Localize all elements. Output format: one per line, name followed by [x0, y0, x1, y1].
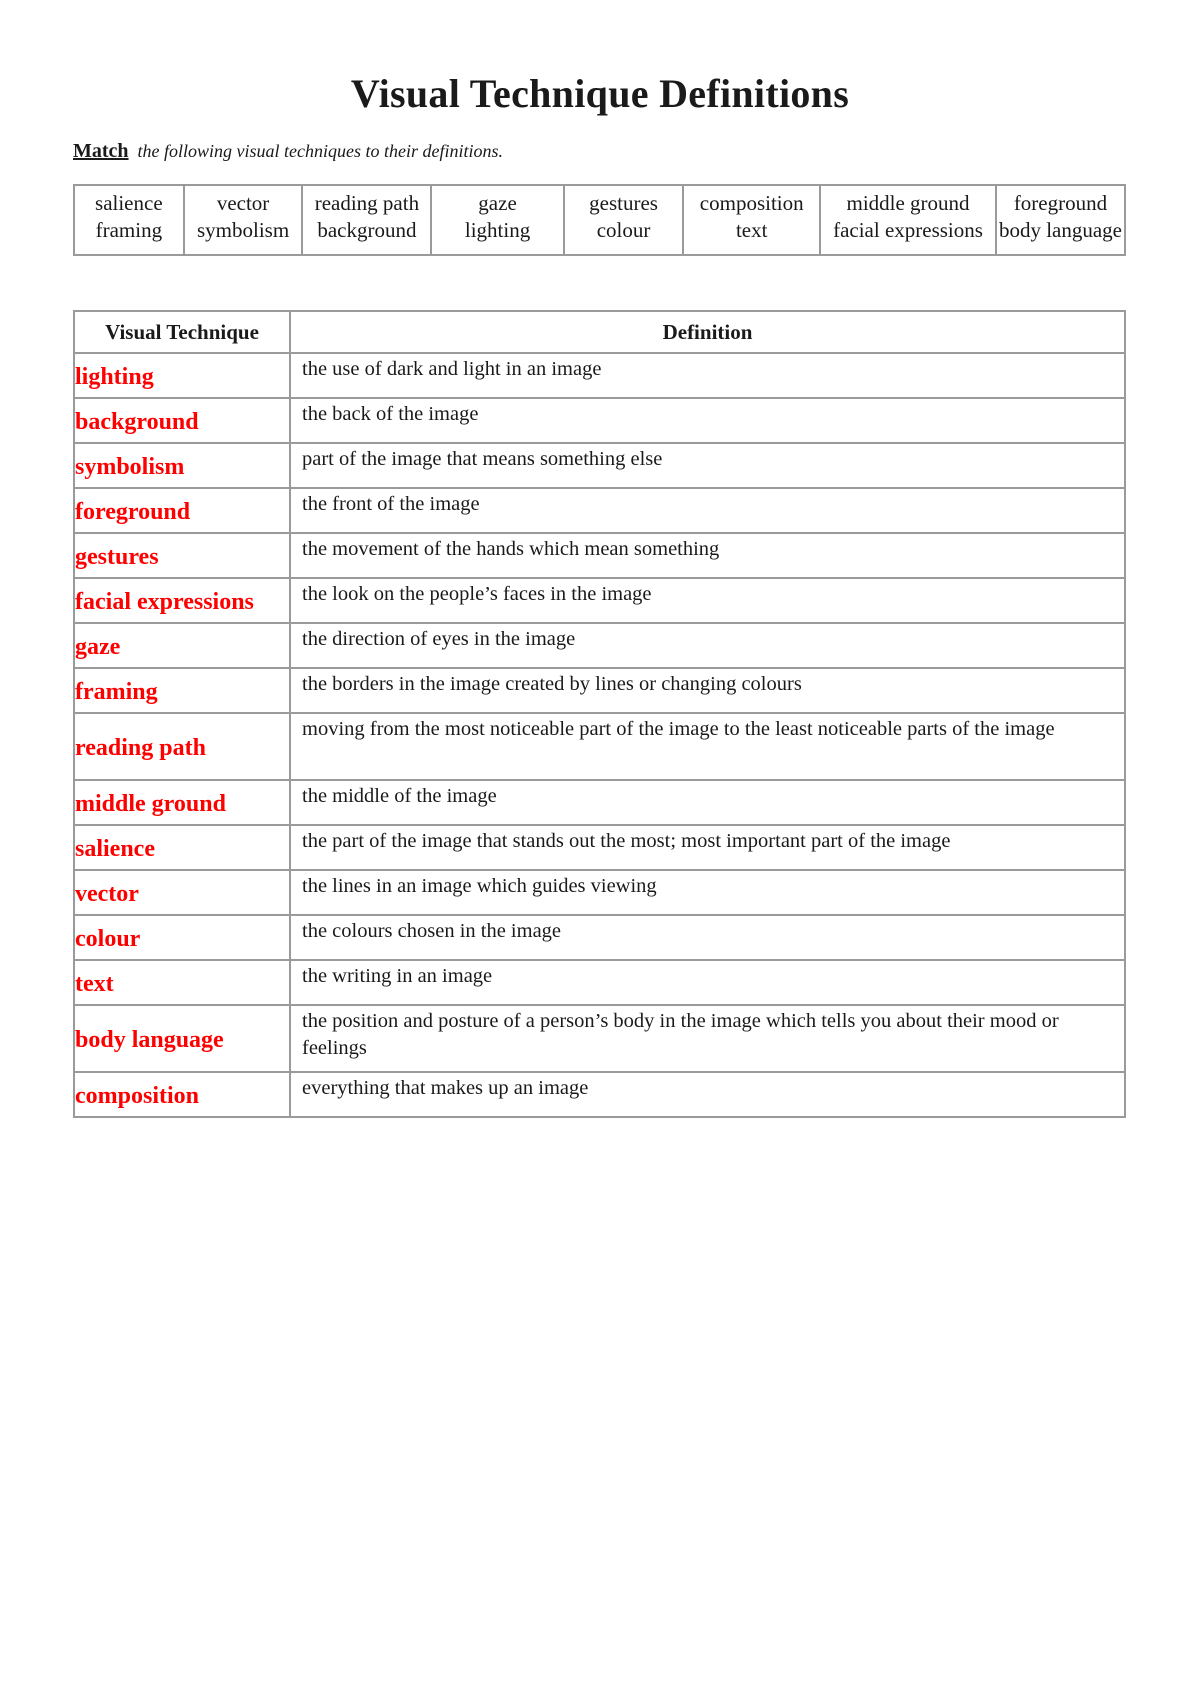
technique-answer: reading path [74, 713, 290, 780]
definition-text: moving from the most noticeable part of the image to the least noticeable parts of the image [290, 713, 1125, 780]
technique-answer: facial expressions [74, 578, 290, 623]
word-bank-cell [564, 185, 684, 255]
definition-text: the back of the image [290, 398, 1125, 443]
table-row [74, 533, 1125, 578]
word-bank-item: framing [95, 218, 163, 242]
definition-text: the colours chosen in the image [290, 915, 1125, 960]
word-bank-cell [184, 185, 303, 255]
definition-text: everything that makes up an image [290, 1072, 1125, 1117]
page-title: Visual Technique Definitions [350, 71, 850, 116]
table-row [74, 870, 1125, 915]
technique-answer: symbolism [74, 443, 290, 488]
table-row [74, 623, 1125, 668]
table-row [74, 353, 1125, 398]
technique-answer: composition [74, 1072, 290, 1117]
technique-answer: body language [74, 1005, 290, 1072]
definition-text: the look on the people’s faces in the image [290, 578, 1125, 623]
header-definition: Definition [290, 311, 1125, 353]
word-bank-item: facial expressions [833, 218, 983, 242]
technique-answer: vector [74, 870, 290, 915]
word-bank-cell [431, 185, 563, 255]
instruction-match: Match [73, 140, 129, 162]
word-bank-item: reading path [314, 191, 420, 215]
definition-text: the part of the image that stands out the most; most important part of the image [290, 825, 1125, 870]
word-bank-cell [820, 185, 996, 255]
table-row [74, 668, 1125, 713]
definition-text: the movement of the hands which mean something [290, 533, 1125, 578]
table-row [74, 443, 1125, 488]
technique-answer: gestures [74, 533, 290, 578]
word-bank-cell [302, 185, 431, 255]
header-visual-technique: Visual Technique [74, 311, 290, 353]
table-row [74, 488, 1125, 533]
definition-text: the middle of the image [290, 780, 1125, 825]
definition-text: the position and posture of a person’s body in the image which tells you about their mood or feelings [290, 1005, 1125, 1072]
definition-text: the use of dark and light in an image [290, 353, 1125, 398]
technique-answer: text [74, 960, 290, 1005]
definition-text: the direction of eyes in the image [290, 623, 1125, 668]
word-bank-cell [74, 185, 184, 255]
table-row [74, 578, 1125, 623]
definition-text: the borders in the image created by lines or changing colours [290, 668, 1125, 713]
table-row [74, 398, 1125, 443]
technique-answer: lighting [74, 353, 290, 398]
word-bank-table [73, 184, 1126, 256]
technique-answer: gaze [74, 623, 290, 668]
word-bank-item: gaze [478, 191, 517, 215]
word-bank-item: salience [95, 191, 163, 215]
instruction-text: the following visual techniques to their definitions. [137, 141, 504, 161]
table-header-row [74, 311, 1125, 353]
table-row [74, 1072, 1125, 1117]
table-row [74, 1005, 1125, 1072]
definition-text: the writing in an image [290, 960, 1125, 1005]
word-bank-item: gestures [589, 191, 658, 215]
word-bank-item: background [317, 218, 417, 242]
word-bank-cell [996, 185, 1125, 255]
word-bank-item: body language [998, 218, 1122, 242]
word-bank-item: vector [216, 191, 270, 215]
definition-text: part of the image that means something else [290, 443, 1125, 488]
technique-answer: foreground [74, 488, 290, 533]
table-row [74, 780, 1125, 825]
technique-answer: salience [74, 825, 290, 870]
word-bank-item: colour [596, 218, 651, 242]
word-bank-row [74, 185, 1125, 255]
technique-answer: background [74, 398, 290, 443]
definition-text: the front of the image [290, 488, 1125, 533]
table-row [74, 960, 1125, 1005]
word-bank-item: lighting [464, 218, 531, 242]
technique-answer: colour [74, 915, 290, 960]
table-row [74, 825, 1125, 870]
table-row [74, 713, 1125, 780]
table-row [74, 915, 1125, 960]
word-bank-item: middle ground [846, 191, 970, 215]
word-bank-item: composition [699, 191, 804, 215]
instruction [73, 140, 503, 163]
definitions-table [73, 310, 1126, 1118]
word-bank-item: text [735, 218, 768, 242]
technique-answer: middle ground [74, 780, 290, 825]
word-bank-item: symbolism [196, 218, 290, 242]
word-bank-cell [683, 185, 820, 255]
technique-answer: framing [74, 668, 290, 713]
definition-text: the lines in an image which guides viewing [290, 870, 1125, 915]
word-bank-item: foreground [1013, 191, 1108, 215]
